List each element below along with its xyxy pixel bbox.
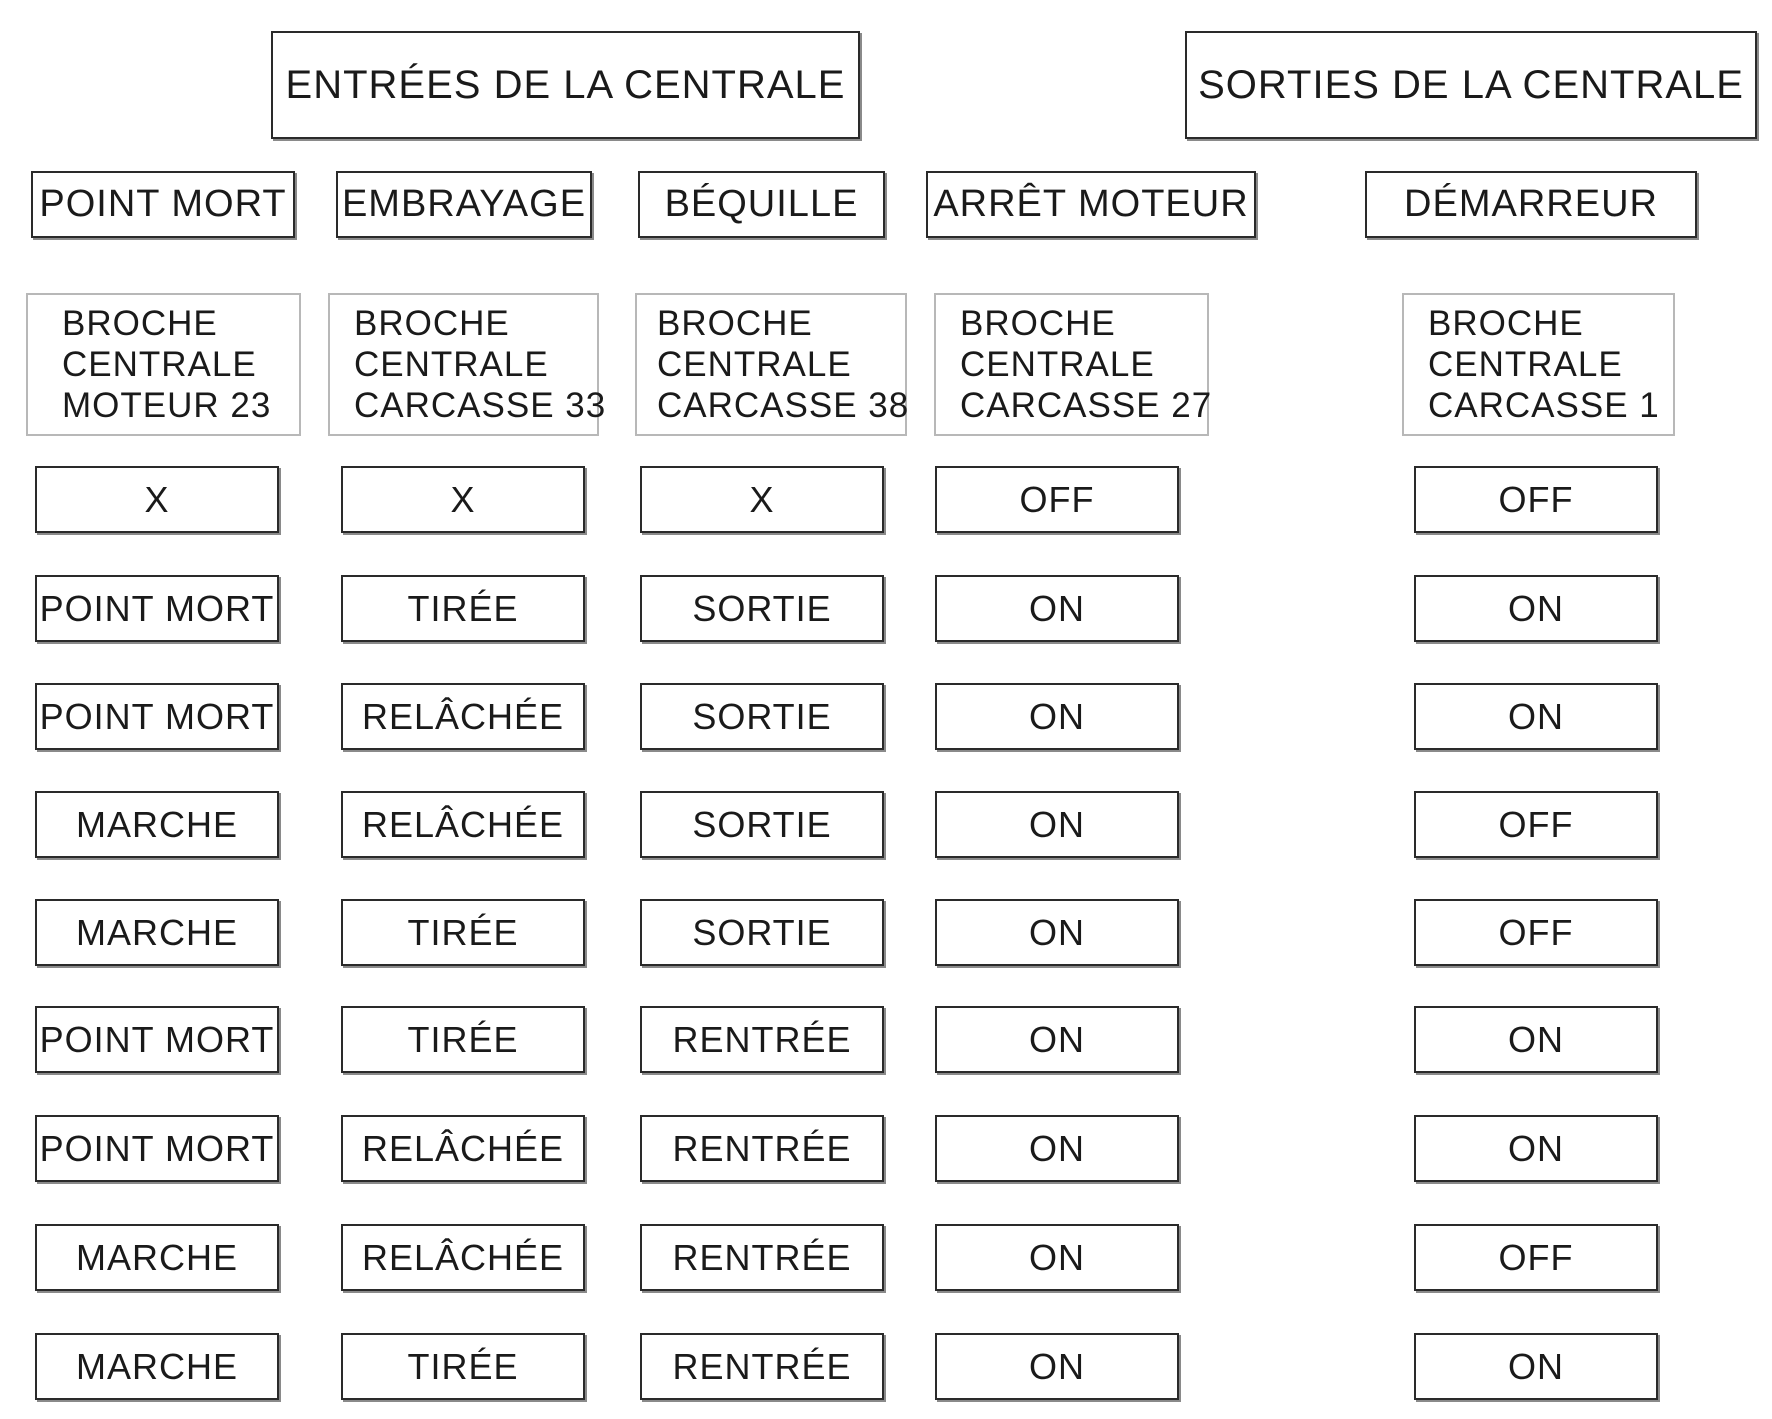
pin-line: CARCASSE 38 bbox=[657, 386, 910, 425]
cell-bequille: SORTIE bbox=[640, 791, 884, 858]
inputs-title: ENTRÉES DE LA CENTRALE bbox=[271, 31, 860, 139]
cell-bequille: X bbox=[640, 466, 884, 533]
cell-bequille: RENTRÉE bbox=[640, 1333, 884, 1400]
cell-demarreur: ON bbox=[1414, 683, 1658, 750]
cell-arret-moteur: ON bbox=[935, 1115, 1179, 1182]
cell-arret-moteur: ON bbox=[935, 683, 1179, 750]
cell-arret-moteur: ON bbox=[935, 791, 1179, 858]
cell-embrayage: TIRÉE bbox=[341, 1333, 585, 1400]
pin-line: CENTRALE bbox=[960, 345, 1155, 384]
pin-arret-moteur bbox=[934, 293, 1213, 436]
pin-line: BROCHE bbox=[960, 304, 1116, 343]
cell-arret-moteur: ON bbox=[935, 1224, 1179, 1291]
cell-point-mort: POINT MORT bbox=[35, 683, 279, 750]
cell-demarreur: OFF bbox=[1414, 899, 1658, 966]
pin-demarreur bbox=[1402, 293, 1675, 436]
cell-demarreur: ON bbox=[1414, 1006, 1658, 1073]
cell-bequille: SORTIE bbox=[640, 575, 884, 642]
cell-embrayage: TIRÉE bbox=[341, 1006, 585, 1073]
cell-point-mort: X bbox=[35, 466, 279, 533]
cell-embrayage: RELÂCHÉE bbox=[341, 791, 585, 858]
cell-point-mort: MARCHE bbox=[35, 1333, 279, 1400]
cell-demarreur: ON bbox=[1414, 575, 1658, 642]
header-embrayage: EMBRAYAGE bbox=[336, 171, 592, 238]
header-bequille: BÉQUILLE bbox=[638, 171, 885, 238]
cell-embrayage: RELÂCHÉE bbox=[341, 1224, 585, 1291]
pin-embrayage bbox=[328, 293, 607, 436]
header-arret-moteur: ARRÊT MOTEUR bbox=[926, 171, 1256, 238]
cell-embrayage: RELÂCHÉE bbox=[341, 1115, 585, 1182]
pin-point-mort bbox=[26, 293, 301, 436]
pin-line: MOTEUR 23 bbox=[62, 386, 272, 425]
cell-embrayage: X bbox=[341, 466, 585, 533]
cell-embrayage: TIRÉE bbox=[341, 899, 585, 966]
cell-arret-moteur: ON bbox=[935, 575, 1179, 642]
header-demarreur: DÉMARREUR bbox=[1365, 171, 1697, 238]
outputs-title: SORTIES DE LA CENTRALE bbox=[1185, 31, 1757, 139]
pin-line: BROCHE bbox=[657, 304, 813, 343]
cell-arret-moteur: ON bbox=[935, 899, 1179, 966]
cell-demarreur: ON bbox=[1414, 1115, 1658, 1182]
cell-bequille: RENTRÉE bbox=[640, 1115, 884, 1182]
cell-point-mort: POINT MORT bbox=[35, 575, 279, 642]
pin-line: CENTRALE bbox=[62, 345, 257, 384]
pin-line: CENTRALE bbox=[657, 345, 852, 384]
cell-embrayage: TIRÉE bbox=[341, 575, 585, 642]
pin-line: BROCHE bbox=[354, 304, 510, 343]
cell-point-mort: MARCHE bbox=[35, 791, 279, 858]
cell-arret-moteur: ON bbox=[935, 1006, 1179, 1073]
cell-point-mort: POINT MORT bbox=[35, 1006, 279, 1073]
header-point-mort: POINT MORT bbox=[31, 171, 295, 238]
cell-arret-moteur: ON bbox=[935, 1333, 1179, 1400]
cell-bequille: SORTIE bbox=[640, 899, 884, 966]
cell-demarreur: OFF bbox=[1414, 1224, 1658, 1291]
cell-arret-moteur: OFF bbox=[935, 466, 1179, 533]
cell-point-mort: MARCHE bbox=[35, 899, 279, 966]
pin-line: CARCASSE 1 bbox=[1428, 386, 1660, 425]
pin-line: CENTRALE bbox=[354, 345, 549, 384]
pin-line: CENTRALE bbox=[1428, 345, 1623, 384]
cell-demarreur: OFF bbox=[1414, 791, 1658, 858]
cell-point-mort: MARCHE bbox=[35, 1224, 279, 1291]
pin-line: BROCHE bbox=[1428, 304, 1584, 343]
cell-demarreur: ON bbox=[1414, 1333, 1658, 1400]
cell-demarreur: OFF bbox=[1414, 466, 1658, 533]
cell-bequille: SORTIE bbox=[640, 683, 884, 750]
pin-bequille bbox=[635, 293, 910, 436]
pin-line: CARCASSE 33 bbox=[354, 386, 607, 425]
cell-embrayage: RELÂCHÉE bbox=[341, 683, 585, 750]
cell-point-mort: POINT MORT bbox=[35, 1115, 279, 1182]
cell-bequille: RENTRÉE bbox=[640, 1006, 884, 1073]
pin-line: CARCASSE 27 bbox=[960, 386, 1213, 425]
pin-line: BROCHE bbox=[62, 304, 218, 343]
cell-bequille: RENTRÉE bbox=[640, 1224, 884, 1291]
